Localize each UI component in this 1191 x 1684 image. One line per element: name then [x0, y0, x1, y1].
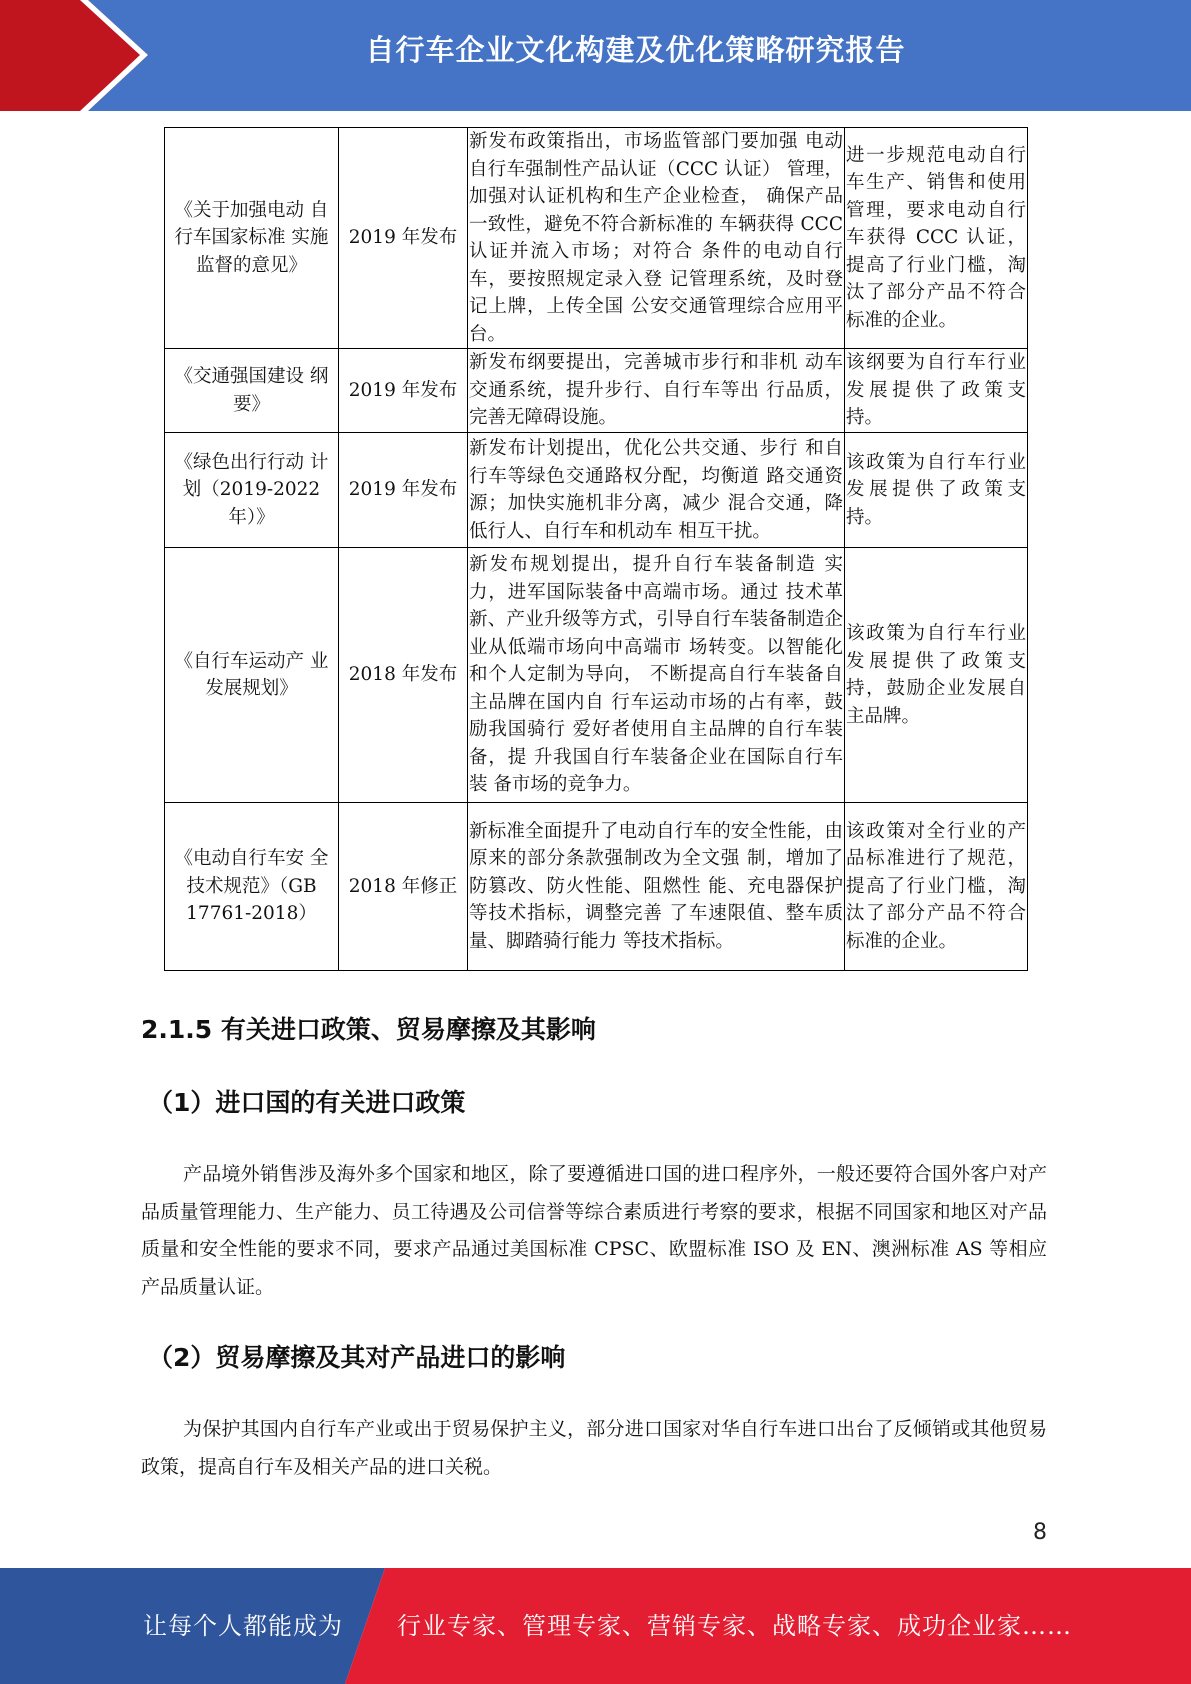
policy-name-cell: 《关于加强电动 自行车国家标准 实施监督的意见》 — [165, 128, 339, 349]
table-row — [165, 548, 1028, 803]
policy-name-cell: 《自行车运动产 业发展规划》 — [165, 548, 339, 803]
table-row — [165, 128, 1028, 349]
subsection-heading-trade-friction: （2）贸易摩擦及其对产品进口的影响 — [148, 1343, 566, 1372]
policy-effect-cell: 该政策对全行业的产品标准进行了规范，提高了行业门槛，淘汰了部分产品不符合标准的企业。 — [845, 803, 1028, 971]
policy-content-cell: 新发布政策指出，市场监管部门要加强 电动自行车强制性产品认证（CCC 认证） 管理，加强对认证机构和生产企业检查， 确保产品一致性，避免不符合新标准的 车辆获得 CCC 认证并流入市场；对符合 条件的电动自行车，要按照规定录入登 记管理系统，及时登记上牌，上传全国 公安交通管理综合应用平台。 — [468, 128, 845, 349]
policy-name-cell: 《绿色出行行动 计划（2019-2022 年）》 — [165, 433, 339, 548]
subsection-heading-import-policy: （1）进口国的有关进口政策 — [148, 1088, 466, 1117]
policy-date-cell: 2019 年发布 — [339, 128, 468, 349]
section-heading: 2.1.5 有关进口政策、贸易摩擦及其影响 — [141, 1015, 596, 1044]
policy-date-cell: 2019 年发布 — [339, 433, 468, 548]
policy-date-cell: 2018 年发布 — [339, 548, 468, 803]
policy-content-cell: 新标准全面提升了电动自行车的安全性能，由原来的部分条款强制改为全文强 制，增加了防篡改、防火性能、阻燃性 能、充电器保护等技术指标，调整完善 了车速限值、整车质量、脚踏骑行能力 等技术指标。 — [468, 803, 845, 971]
page-header — [0, 0, 1191, 111]
policy-table — [164, 127, 1028, 971]
policy-effect-cell: 该政策为自行车行业发展提供了政策支持。 — [845, 433, 1028, 548]
footer-slogan-left: 让每个人都能成为 — [143, 1612, 343, 1640]
table-row — [165, 433, 1028, 548]
policy-content-cell: 新发布规划提出，提升自行车装备制造 实力，进军国际装备中高端市场。通过 技术革新、产业升级等方式，引导自行车装备制造企业从低端市场向中高端市 场转变。以智能化和个人定制为导向， 不断提高自行车装备自主品牌在国内自 行车运动市场的占有率，鼓励我国骑行 爱好者使用自主品牌的自行车装备，提 升我国自行车装备企业在国际自行车装 备市场的竞争力。 — [468, 548, 845, 803]
table-row — [165, 803, 1028, 971]
policy-name-cell: 《交通强国建设 纲要》 — [165, 349, 339, 433]
page-number: 8 — [1033, 1520, 1047, 1545]
policy-name-cell: 《电动自行车安 全技术规范》（GB 17761-2018） — [165, 803, 339, 971]
paragraph-import-policy: 产品境外销售涉及海外多个国家和地区，除了要遵循进口国的进口程序外，一般还要符合国外客户对产品质量管理能力、生产能力、员工待遇及公司信誉等综合素质进行考察的要求，根据不同国家和地区对产品质量和安全性能的要求不同，要求产品通过美国标准 CPSC、欧盟标准 ISO 及 EN、澳洲标准 AS 等相应产品质量认证。 — [141, 1163, 1047, 1298]
policy-content-cell: 新发布纲要提出，完善城市步行和非机 动车交通系统，提升步行、自行车等出 行品质，完善无障碍设施。 — [468, 349, 845, 433]
page-footer — [0, 1568, 1191, 1684]
policy-effect-cell: 该纲要为自行车行业发展提供了政策支持。 — [845, 349, 1028, 433]
table-row — [165, 349, 1028, 433]
policy-content-cell: 新发布计划提出，优化公共交通、步行 和自行车等绿色交通路权分配，均衡道 路交通资源；加快实施机非分离，减少 混合交通，降低行人、自行车和机动车 相互干扰。 — [468, 433, 845, 548]
paragraph-trade-friction: 为保护其国内自行车产业或出于贸易保护主义，部分进口国家对华自行车进口出台了反倾销或其他贸易政策，提高自行车及相关产品的进口关税。 — [141, 1418, 1047, 1478]
report-title: 自行车企业文化构建及优化策略研究报告 — [365, 33, 906, 67]
policy-effect-cell: 进一步规范电动自行车生产、销售和使用管理，要求电动自行车获得 CCC 认证，提高了行业门槛，淘汰了部分产品不符合标准的企业。 — [845, 128, 1028, 349]
policy-date-cell: 2018 年修正 — [339, 803, 468, 971]
footer-slogan-right: 行业专家、管理专家、营销专家、战略专家、成功企业家…… — [397, 1612, 1072, 1640]
policy-effect-cell: 该政策为自行车行业发展提供了政策支持，鼓励企业发展自主品牌。 — [845, 548, 1028, 803]
policy-date-cell: 2019 年发布 — [339, 349, 468, 433]
